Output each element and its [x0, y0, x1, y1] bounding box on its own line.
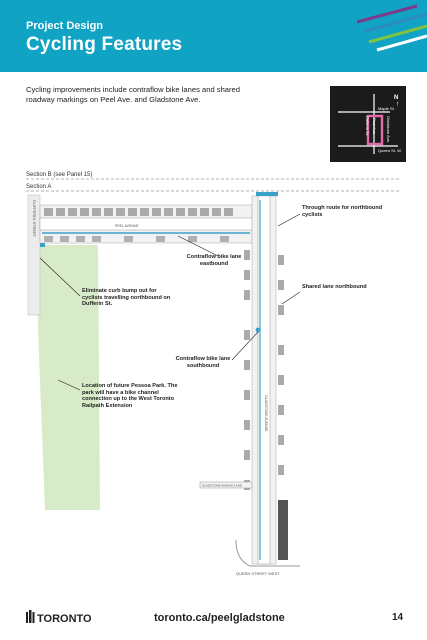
- pessoa-park-area: [38, 245, 100, 510]
- gladstone-west-parking: [244, 250, 250, 490]
- section-a-label: Section A: [26, 184, 52, 190]
- callout-curb-bump: [82, 288, 174, 328]
- queen-label: Queen St. W.: [378, 148, 402, 153]
- curb-marker: [40, 243, 45, 247]
- peel-avenue-label: PEEL AVENUE: [115, 224, 139, 228]
- gladstone-east-parking: [278, 255, 284, 475]
- dufferin-label: Dufferin St.: [365, 116, 370, 136]
- maple-label: Maple St.: [378, 106, 395, 111]
- peel-label: Peel Ave.: [372, 118, 377, 135]
- callout-contraflow-south: [174, 356, 232, 386]
- peel-avenue-road: [40, 218, 252, 230]
- gladstone-building-block: [278, 500, 288, 560]
- north-label: N: [394, 95, 399, 101]
- callout-through-route: [302, 205, 388, 229]
- callout-shared-lane-text: Shared lane northbound: [302, 284, 367, 290]
- key-map: [330, 86, 406, 162]
- callout-shared-lane: [302, 284, 372, 306]
- page-header: [0, 0, 427, 72]
- toronto-logo: [26, 609, 92, 630]
- decorative-stripes: [337, 0, 427, 72]
- section-eyebrow: Project Design: [26, 20, 104, 32]
- section-b-label: Section B (see Panel 15): [26, 172, 93, 178]
- callout-pessoa-park-text: Location of future Pessoa Park. The park will have a bike channel connection up to the West Toronto Railpath Extension: [82, 383, 178, 409]
- callout-curb-bump-text: Eliminate curb bump out for cyclists travelling northbound on Dufferin St.: [82, 288, 171, 308]
- contraflow-marker: [256, 328, 261, 333]
- callout-contraflow-east-text: Contraflow bike lane eastbound: [186, 254, 242, 267]
- callout-contraflow-south-text: Contraflow bike lane southbound: [175, 356, 231, 369]
- page-number: 14: [392, 612, 404, 623]
- callout-pessoa-park: [82, 383, 182, 429]
- through-route-marker: [256, 192, 278, 196]
- footer-url[interactable]: toronto.ca/peelgladstone: [154, 612, 285, 624]
- queen-street-label: QUEEN STREET WEST: [236, 571, 280, 576]
- gladstone-avenue-label: GLADSTONE AVENUE: [264, 395, 268, 432]
- toronto-logo-icon: [26, 609, 92, 625]
- gladstone-lane-label: GLADSTONE AVENUE LANE: [202, 483, 242, 488]
- callout-through-route-text: Through route for northbound cyclists: [302, 205, 383, 218]
- callout-contraflow-east: [182, 254, 246, 276]
- dufferin-street-label: DUFFERIN STREET: [32, 200, 37, 238]
- intro-paragraph: Cycling improvements include contraflow bike lanes and shared roadway markings on Peel Ave. and Gladstone Ave.: [26, 85, 241, 104]
- svg-text:TORONTO: TORONTO: [37, 613, 92, 625]
- page-title: Cycling Features: [26, 34, 183, 55]
- north-arrow-icon: ↑: [396, 101, 400, 108]
- cycling-plan-diagram: [0, 160, 427, 590]
- gladstone-label: Gladstone Ave.: [386, 116, 391, 144]
